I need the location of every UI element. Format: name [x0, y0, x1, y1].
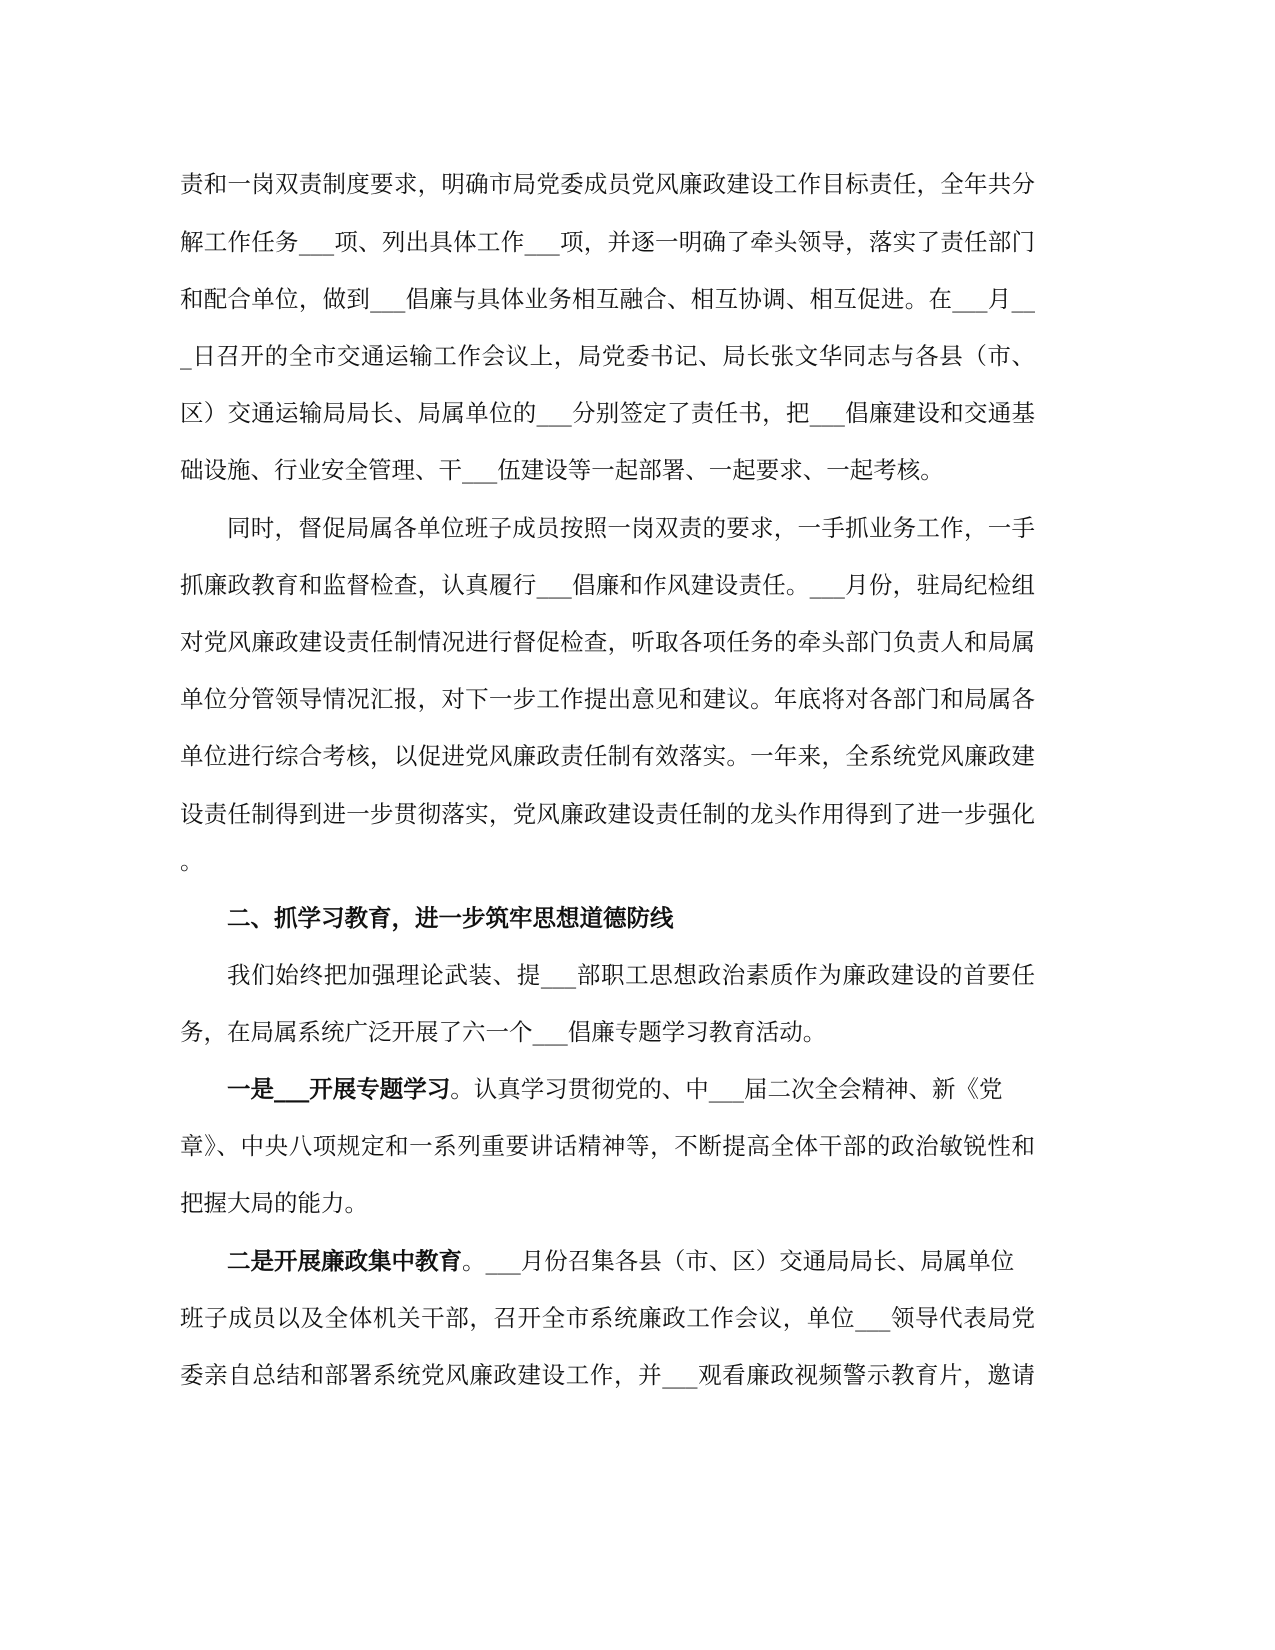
text-line: 单位进行综合考核，以促进党风廉政责任制有效落实。一年来，全系统党风廉政建: [180, 742, 1035, 770]
section-heading: 二、抓学习教育，进一步筑牢思想道德防线: [227, 904, 674, 932]
text-line: 责和一岗双责制度要求，明确市局党委成员党风廉政建设工作目标责任，全年共分: [180, 170, 1035, 198]
text-line: 和配合单位，做到___倡廉与具体业务相互融合、相互协调、相互促进。在___月__: [180, 285, 1035, 313]
line-text: 。认真学习贯彻党的、中___届二次全会精神、新《党: [450, 1075, 1003, 1103]
text-line: [227, 1074, 1003, 1104]
text-line: 对党风廉政建设责任制情况进行督促检查，听取各项任务的牵头部门负责人和局属: [180, 628, 1035, 656]
text-line: 务，在局属系统广泛开展了六一个___倡廉专题学习教育活动。: [180, 1018, 827, 1046]
text-line: 委亲自总结和部署系统党风廉政建设工作，并___观看廉政视频警示教育片，邀请: [180, 1361, 1035, 1389]
document-page: [180, 0, 1035, 1650]
text-line: 班子成员以及全体机关干部，召开全市系统廉政工作会议，单位___领导代表局党: [180, 1304, 1035, 1332]
text-line: 解工作任务___项、列出具体工作___项，并逐一明确了牵头领导，落实了责任部门: [180, 228, 1035, 256]
text-line: 章》、中央八项规定和一系列重要讲话精神等，不断提高全体干部的政治敏锐性和: [180, 1132, 1035, 1160]
text-line: 我们始终把加强理论武装、提___部职工思想政治素质作为廉政建设的首要任: [227, 961, 1035, 989]
text-line: 同时，督促局属各单位班子成员按照一岗双责的要求，一手抓业务工作，一手: [227, 514, 1035, 542]
text-line: 单位分管领导情况汇报，对下一步工作提出意见和建议。年底将对各部门和局属各: [180, 685, 1035, 713]
text-line: 区）交通运输局局长、局属单位的___分别签定了责任书，把___倡廉建设和交通基: [180, 399, 1035, 427]
text-line: [227, 1246, 1014, 1276]
text-line: _日召开的全市交通运输工作会议上，局党委书记、局长张文华同志与各县（市、: [180, 342, 1035, 370]
text-line: 设责任制得到进一步贯彻落实，党风廉政建设责任制的龙头作用得到了进一步强化: [180, 800, 1035, 828]
text-line: 础设施、行业安全管理、干___伍建设等一起部署、一起要求、一起考核。: [180, 456, 944, 484]
text-line: 把握大局的能力。: [180, 1189, 368, 1217]
bold-lead: 一是___开展专题学习: [227, 1075, 451, 1103]
bold-lead: 二是开展廉政集中教育: [227, 1247, 462, 1275]
text-line: 抓廉政教育和监督检查，认真履行___倡廉和作风建设责任。___月份，驻局纪检组: [180, 571, 1035, 599]
text-line: 。: [180, 847, 204, 875]
line-text: 。___月份召集各县（市、区）交通局局长、局属单位: [462, 1247, 1015, 1275]
